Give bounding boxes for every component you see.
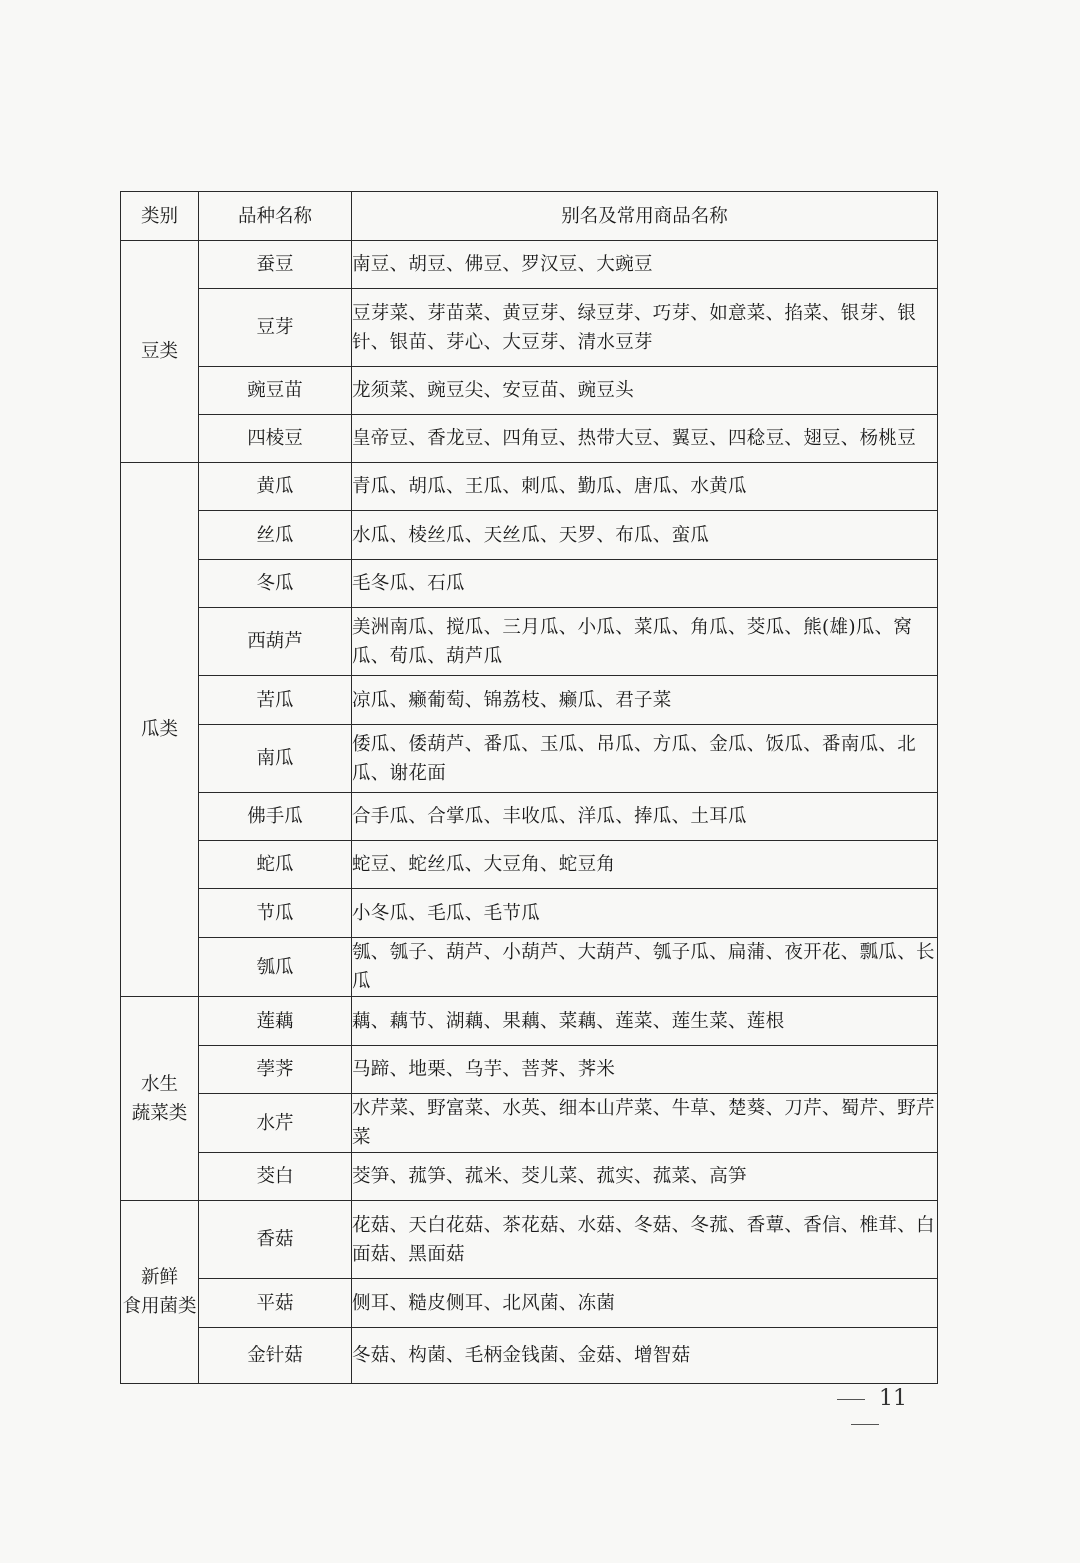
- aliases-cell: 花菇、天白花菇、茶花菇、水菇、冬菇、冬菰、香蕈、香信、椎茸、白面菇、黑面菇: [352, 1201, 938, 1279]
- variety-cell: 丝瓜: [199, 511, 352, 560]
- vegetable-alias-table: [120, 191, 938, 1384]
- aliases-cell: 毛冬瓜、石瓜: [352, 560, 938, 608]
- aliases-cell: 豆芽菜、芽苗菜、黄豆芽、绿豆芽、巧芽、如意菜、掐菜、银芽、银针、银苗、芽心、大豆芽、清水豆芽: [352, 289, 938, 367]
- variety-cell: 豆芽: [199, 289, 352, 367]
- table-row: [121, 241, 938, 289]
- aliases-cell: 侧耳、糙皮侧耳、北风菌、冻菌: [352, 1279, 938, 1328]
- table-row: [121, 415, 938, 463]
- aliases-cell: 青瓜、胡瓜、王瓜、刺瓜、勤瓜、唐瓜、水黄瓜: [352, 463, 938, 511]
- variety-cell: 瓠瓜: [199, 938, 352, 997]
- aliases-cell: 瓠、瓠子、葫芦、小葫芦、大葫芦、瓠子瓜、扁蒲、夜开花、瓢瓜、长瓜: [352, 938, 938, 997]
- page-number-text: 11: [879, 1386, 907, 1411]
- aliases-cell: 水瓜、棱丝瓜、天丝瓜、天罗、布瓜、蛮瓜: [352, 511, 938, 560]
- category-line: 新鲜: [140, 1267, 178, 1288]
- table-row: [121, 1153, 938, 1201]
- table-row: [121, 997, 938, 1046]
- table-row: [121, 1328, 938, 1384]
- header-variety: 品种名称: [199, 192, 352, 241]
- aliases-cell: 蛇豆、蛇丝瓜、大豆角、蛇豆角: [352, 841, 938, 889]
- table-row: [121, 463, 938, 511]
- table-row: [121, 676, 938, 725]
- category-line: 水生: [140, 1073, 178, 1095]
- table-row: [121, 1201, 938, 1279]
- variety-cell: 节瓜: [199, 889, 352, 938]
- variety-cell: 莲藕: [199, 997, 352, 1046]
- variety-cell: 水芹: [199, 1094, 352, 1153]
- header-aliases: 别名及常用商品名称: [352, 192, 938, 241]
- table-row: [121, 841, 938, 889]
- aliases-cell: 合手瓜、合掌瓜、丰收瓜、洋瓜、捧瓜、土耳瓜: [352, 793, 938, 841]
- category-cell: 瓜类: [121, 463, 199, 997]
- aliases-cell: 凉瓜、癞葡萄、锦荔枝、癞瓜、君子菜: [352, 676, 938, 725]
- aliases-cell: 倭瓜、倭葫芦、番瓜、玉瓜、吊瓜、方瓜、金瓜、饭瓜、番南瓜、北瓜、谢花面: [352, 725, 938, 793]
- header-category: 类别: [121, 192, 199, 241]
- variety-cell: 金针菇: [199, 1328, 352, 1384]
- variety-cell: 冬瓜: [199, 560, 352, 608]
- aliases-cell: 美洲南瓜、搅瓜、三月瓜、小瓜、菜瓜、角瓜、茭瓜、熊(雄)瓜、窝瓜、荀瓜、葫芦瓜: [352, 608, 938, 676]
- variety-cell: 茭白: [199, 1153, 352, 1201]
- variety-cell: 苦瓜: [199, 676, 352, 725]
- variety-cell: 蛇瓜: [199, 841, 352, 889]
- category-cell: [121, 997, 199, 1201]
- table-row: [121, 511, 938, 560]
- table-row: [121, 793, 938, 841]
- table-row: [121, 938, 938, 997]
- variety-cell: 蚕豆: [199, 241, 352, 289]
- aliases-cell: 藕、藕节、湖藕、果藕、菜藕、莲菜、莲生菜、莲根: [352, 997, 938, 1046]
- aliases-cell: 冬菇、构菌、毛柄金钱菌、金菇、增智菇: [352, 1328, 938, 1384]
- variety-cell: 荸荠: [199, 1046, 352, 1094]
- dash-left: [837, 1399, 865, 1400]
- table-row: [121, 367, 938, 415]
- category-line: 食用菌类: [122, 1296, 197, 1317]
- variety-cell: 南瓜: [199, 725, 352, 793]
- variety-cell: 香菇: [199, 1201, 352, 1279]
- table-row: [121, 560, 938, 608]
- variety-cell: 佛手瓜: [199, 793, 352, 841]
- aliases-cell: 小冬瓜、毛瓜、毛节瓜: [352, 889, 938, 938]
- table-row: [121, 1046, 938, 1094]
- table-row: [121, 1094, 938, 1153]
- page-number: [800, 1386, 930, 1436]
- aliases-cell: 龙须菜、豌豆尖、安豆苗、豌豆头: [352, 367, 938, 415]
- aliases-cell: 皇帝豆、香龙豆、四角豆、热带大豆、翼豆、四稔豆、翅豆、杨桃豆: [352, 415, 938, 463]
- variety-cell: 黄瓜: [199, 463, 352, 511]
- category-cell: [121, 1201, 199, 1384]
- table-row: [121, 608, 938, 676]
- variety-cell: 豌豆苗: [199, 367, 352, 415]
- variety-cell: 西葫芦: [199, 608, 352, 676]
- table-row: [121, 725, 938, 793]
- dash-right: [851, 1424, 879, 1425]
- table-header-row: [121, 192, 938, 241]
- aliases-cell: 南豆、胡豆、佛豆、罗汉豆、大豌豆: [352, 241, 938, 289]
- variety-cell: 四棱豆: [199, 415, 352, 463]
- aliases-cell: 茭笋、菰笋、菰米、茭儿菜、菰实、菰菜、高笋: [352, 1153, 938, 1201]
- table-row: [121, 289, 938, 367]
- table-row: [121, 889, 938, 938]
- aliases-cell: 水芹菜、野富菜、水英、细本山芹菜、牛草、楚葵、刀芹、蜀芹、野芹菜: [352, 1094, 938, 1153]
- category-line: 蔬菜类: [131, 1102, 188, 1124]
- table-row: [121, 1279, 938, 1328]
- aliases-cell: 马蹄、地栗、乌芋、菩荠、荠米: [352, 1046, 938, 1094]
- variety-cell: 平菇: [199, 1279, 352, 1328]
- category-cell: 豆类: [121, 241, 199, 463]
